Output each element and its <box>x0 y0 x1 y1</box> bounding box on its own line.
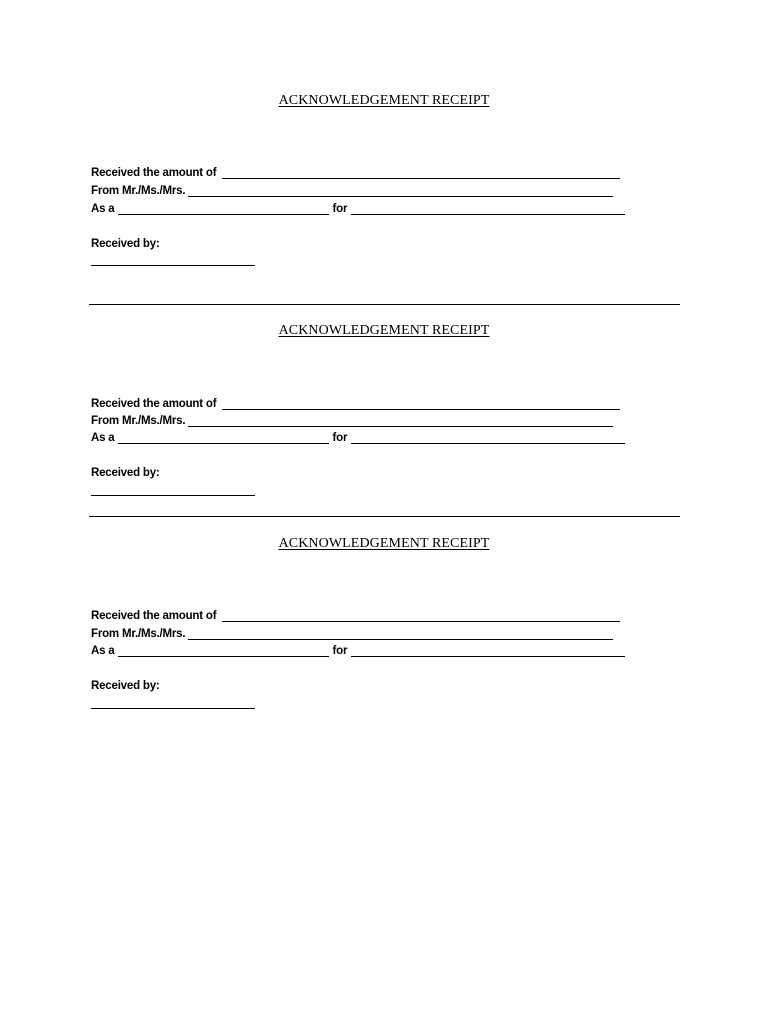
from-row <box>91 182 613 198</box>
cut-divider <box>89 516 680 517</box>
from-label: From Mr./Ms./Mrs. <box>91 415 186 427</box>
amount-field[interactable] <box>222 610 620 622</box>
from-field[interactable] <box>188 185 613 197</box>
as-for-row <box>91 200 625 216</box>
amount-row <box>91 164 620 180</box>
for-field[interactable] <box>351 203 625 215</box>
from-row <box>91 412 613 428</box>
signature-field[interactable] <box>91 708 255 709</box>
as-label: As a <box>91 432 115 444</box>
received-by-label: Received by: <box>91 680 160 692</box>
signature-field[interactable] <box>91 265 255 266</box>
as-for-row <box>91 642 625 658</box>
signature-field[interactable] <box>91 495 255 496</box>
for-label: for <box>332 432 348 444</box>
amount-label: Received the amount of <box>91 398 217 410</box>
from-row <box>91 625 613 641</box>
receipt-title: ACKNOWLEDGEMENT RECEIPT <box>278 93 490 108</box>
received-by-label: Received by: <box>91 467 160 479</box>
amount-row <box>91 395 620 411</box>
amount-field[interactable] <box>222 398 620 410</box>
from-label: From Mr./Ms./Mrs. <box>91 628 186 640</box>
for-field[interactable] <box>351 432 625 444</box>
as-for-row <box>91 429 625 445</box>
for-label: for <box>332 203 348 215</box>
from-field[interactable] <box>188 415 613 427</box>
from-label: From Mr./Ms./Mrs. <box>91 185 186 197</box>
amount-label: Received the amount of <box>91 610 217 622</box>
amount-row <box>91 607 620 623</box>
from-field[interactable] <box>188 628 613 640</box>
amount-field[interactable] <box>222 167 620 179</box>
as-field[interactable] <box>118 432 329 444</box>
received-by-row <box>91 235 160 251</box>
for-label: for <box>332 645 348 657</box>
as-label: As a <box>91 203 115 215</box>
received-by-label: Received by: <box>91 238 160 250</box>
as-field[interactable] <box>118 645 329 657</box>
received-by-row <box>91 677 160 693</box>
receipt-title: ACKNOWLEDGEMENT RECEIPT <box>278 323 490 338</box>
amount-label: Received the amount of <box>91 167 217 179</box>
receipt-title: ACKNOWLEDGEMENT RECEIPT <box>278 536 490 551</box>
cut-divider <box>89 304 680 305</box>
as-label: As a <box>91 645 115 657</box>
received-by-row <box>91 464 160 480</box>
as-field[interactable] <box>118 203 329 215</box>
for-field[interactable] <box>351 645 625 657</box>
